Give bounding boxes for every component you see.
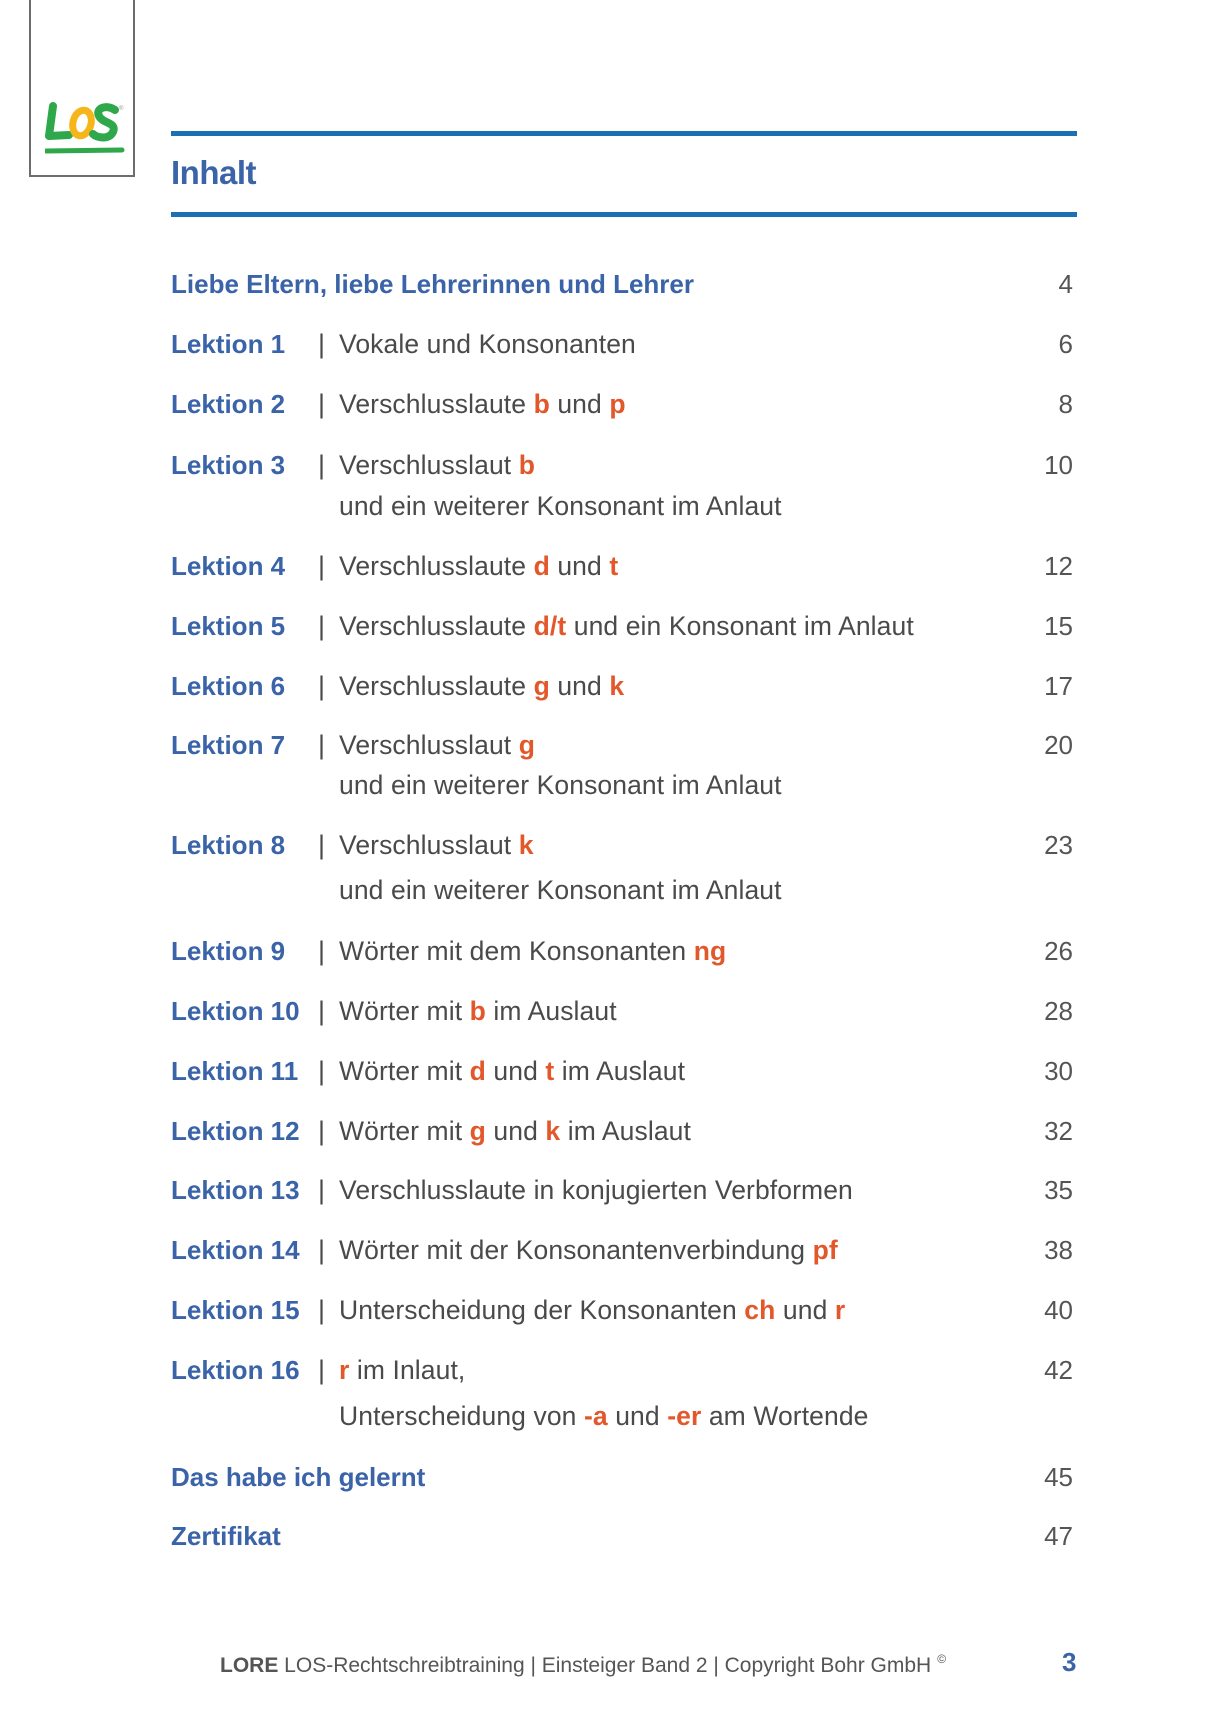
toc-entry-label[interactable]: Zertifikat (171, 1521, 281, 1551)
highlighted-letters: d (469, 1055, 486, 1086)
toc-entry-title-continued (339, 874, 782, 905)
toc-entry[interactable] (0, 610, 1207, 641)
toc-entry-label[interactable]: Lektion 8 (171, 830, 286, 860)
highlighted-letters: k (545, 1115, 561, 1146)
title-text: Vokale und Konsonanten (339, 328, 636, 359)
title-text: Wörter mit (339, 1055, 470, 1086)
toc-entry[interactable] (0, 269, 1207, 299)
copyright-symbol: © (937, 1652, 947, 1666)
title-text: Unterscheidung der Konsonanten (339, 1294, 745, 1325)
highlighted-letters: g (533, 670, 550, 701)
toc-separator: | (318, 389, 326, 419)
highlighted-letters: t (609, 550, 619, 581)
toc-entry-label[interactable]: Lektion 3 (171, 450, 286, 480)
toc-entry-label[interactable]: Lektion 15 (171, 1295, 300, 1325)
toc-entry-title (339, 449, 536, 480)
toc-separator: | (318, 1355, 326, 1385)
highlighted-letters: g (518, 729, 536, 760)
toc-entry[interactable] (0, 1174, 1207, 1205)
toc-entry-label[interactable]: Lektion 16 (171, 1355, 300, 1385)
toc-entry-title-continued (339, 1400, 869, 1431)
toc-entry[interactable] (0, 1462, 1207, 1492)
toc-separator: | (318, 1056, 326, 1086)
toc-separator: | (318, 1235, 326, 1265)
highlighted-letters: k (518, 829, 534, 860)
toc-separator: | (318, 996, 326, 1026)
toc-entry-label[interactable]: Lektion 9 (171, 936, 286, 966)
toc-entry-title (339, 829, 534, 860)
title-text: Verschlusslaut (339, 449, 519, 480)
highlighted-letters: -er (667, 1400, 702, 1431)
toc-entry-title (339, 670, 625, 701)
toc-entry-label[interactable]: Lektion 12 (171, 1116, 300, 1146)
title-text: und (775, 1294, 835, 1325)
toc-entry-title (339, 935, 727, 966)
toc-separator: | (318, 611, 326, 641)
title-text: und (485, 1115, 546, 1146)
toc-entry-title (339, 328, 636, 359)
title-text: am Wortende (701, 1400, 869, 1431)
toc-entry-title (339, 550, 619, 581)
toc-separator: | (318, 551, 326, 581)
toc-entry[interactable] (0, 1055, 1207, 1086)
title-text: und (485, 1055, 546, 1086)
title-text: Verschlusslaute (339, 550, 534, 581)
toc-entry-title (339, 1055, 686, 1086)
toc-page-number: 35 (1044, 1175, 1073, 1205)
toc-page-number: 42 (1044, 1355, 1073, 1385)
highlighted-letters: ch (744, 1294, 776, 1325)
toc-page-number: 4 (1058, 269, 1073, 299)
header-rule-top (171, 131, 1077, 136)
toc-entry-label[interactable]: Liebe Eltern, liebe Lehrerinnen und Lehrer (171, 269, 694, 299)
toc-entry-title (339, 729, 536, 760)
toc-entry[interactable] (0, 1234, 1207, 1265)
toc-entry[interactable] (0, 995, 1207, 1026)
logo-frame (29, 0, 135, 177)
title-text: und (607, 1400, 668, 1431)
toc-entry-title (339, 1234, 838, 1265)
highlighted-letters: d/t (533, 610, 567, 641)
toc-entry-title (339, 1174, 853, 1205)
title-text: und (549, 670, 610, 701)
toc-entry-label[interactable]: Lektion 10 (171, 996, 300, 1026)
title-text: im Auslaut (560, 1115, 691, 1146)
highlighted-letters: b (518, 449, 536, 480)
toc-page-number: 20 (1044, 730, 1073, 760)
toc-entry-label[interactable]: Lektion 1 (171, 329, 286, 359)
toc-page-number: 47 (1044, 1521, 1073, 1551)
toc-entry-title (339, 1294, 846, 1325)
highlighted-letters: r (834, 1294, 846, 1325)
title-text: Wörter mit dem Konsonanten (339, 935, 694, 966)
toc-entry[interactable] (0, 388, 1207, 419)
title-text: Wörter mit (339, 1115, 470, 1146)
toc-page-number: 45 (1044, 1462, 1073, 1492)
toc-separator: | (318, 450, 326, 480)
highlighted-letters: g (469, 1115, 486, 1146)
highlighted-letters: -a (583, 1400, 608, 1431)
toc-separator: | (318, 329, 326, 359)
title-text: im Inlaut, (349, 1354, 466, 1385)
toc-entry[interactable] (0, 729, 1207, 800)
title-text: Verschlusslaute (339, 670, 534, 701)
toc-page-number: 15 (1044, 611, 1073, 641)
toc-page-number: 38 (1044, 1235, 1073, 1265)
title-text: Verschlusslaute (339, 610, 534, 641)
svg-text:®: ® (119, 106, 124, 112)
toc-page-number: 26 (1044, 936, 1073, 966)
title-text: Verschlusslaute in konjugierten Verbformen (339, 1174, 853, 1205)
page-number: 3 (1062, 1647, 1077, 1677)
toc-entry-label[interactable]: Lektion 5 (171, 611, 286, 641)
toc-separator: | (318, 671, 326, 701)
title-text: Verschlusslaut (339, 729, 519, 760)
toc-entry[interactable] (0, 1521, 1207, 1551)
toc-page-number: 40 (1044, 1295, 1073, 1325)
toc-page-number: 23 (1044, 830, 1073, 860)
toc-entry[interactable] (0, 1294, 1207, 1325)
highlighted-letters: pf (812, 1234, 838, 1265)
toc-entry-title (339, 995, 617, 1026)
toc-separator: | (318, 936, 326, 966)
toc-entry[interactable] (0, 829, 1207, 905)
toc-entry-label[interactable]: Lektion 6 (171, 671, 286, 701)
title-text: und ein Konsonant im Anlaut (566, 610, 914, 641)
title-text: Wörter mit (339, 995, 470, 1026)
toc-page-number: 8 (1058, 389, 1073, 419)
title-text: Unterscheidung von (339, 1400, 584, 1431)
highlighted-letters: d (533, 550, 550, 581)
highlighted-letters: b (469, 995, 486, 1026)
toc-page-number: 30 (1044, 1056, 1073, 1086)
toc-entry-label[interactable]: Lektion 7 (171, 730, 286, 760)
title-text: im Auslaut (554, 1055, 686, 1086)
toc-entry-title (339, 1115, 691, 1146)
header-rule-bottom (171, 212, 1077, 217)
page-title: Inhalt (171, 154, 256, 191)
toc-entry[interactable] (0, 550, 1207, 581)
toc-entry-label[interactable]: Das habe ich gelernt (171, 1462, 426, 1492)
toc-separator: | (318, 1295, 326, 1325)
toc-separator: | (318, 1116, 326, 1146)
highlighted-letters: t (545, 1055, 555, 1086)
highlighted-letters: k (609, 670, 625, 701)
toc-page-number: 10 (1044, 450, 1073, 480)
toc-entry[interactable] (0, 1354, 1207, 1431)
highlighted-letters: ng (693, 935, 727, 966)
los-logo-icon (45, 102, 125, 162)
title-text: Wörter mit der Konsonantenverbindung (339, 1234, 813, 1265)
title-text: und (549, 550, 610, 581)
title-text: im Auslaut (485, 995, 617, 1026)
toc-separator: | (318, 730, 326, 760)
toc-page-number: 12 (1044, 551, 1073, 581)
toc-entry[interactable] (0, 449, 1207, 521)
title-text: Verschlusslaute (339, 388, 534, 419)
title-text: und ein weiterer Konsonant im Anlaut (339, 874, 782, 905)
toc-page-number: 17 (1044, 671, 1073, 701)
toc-page-number: 28 (1044, 996, 1073, 1026)
highlighted-letters: b (533, 388, 550, 419)
toc-entry-label[interactable]: Lektion 2 (171, 389, 286, 419)
title-text: Verschlusslaut (339, 829, 519, 860)
toc-entry[interactable] (0, 670, 1207, 701)
highlighted-letters: r (339, 1354, 350, 1385)
toc-entry-title (339, 1354, 466, 1385)
toc-entry-label[interactable]: Lektion 4 (171, 551, 286, 581)
highlighted-letters: p (609, 388, 626, 419)
toc-entry[interactable] (0, 328, 1207, 359)
footer-brand: LORE (220, 1654, 279, 1677)
toc-entry-title-continued (339, 490, 782, 521)
toc-page-number: 32 (1044, 1116, 1073, 1146)
toc-entry-title (339, 388, 626, 419)
toc-entry-title (339, 610, 914, 641)
toc-page-number: 6 (1058, 329, 1073, 359)
page-footer (220, 1652, 947, 1677)
toc-entry-label[interactable]: Lektion 11 (171, 1056, 299, 1086)
title-text: und ein weiterer Konsonant im Anlaut (339, 769, 782, 800)
toc-entry[interactable] (0, 1115, 1207, 1146)
toc-separator: | (318, 830, 326, 860)
footer-text: LOS-Rechtschreibtraining | Einsteiger Band 2 | Copyright Bohr GmbH (278, 1654, 932, 1677)
title-text: und (549, 388, 610, 419)
toc-separator: | (318, 1175, 326, 1205)
toc-entry-label[interactable]: Lektion 13 (171, 1175, 300, 1205)
title-text: und ein weiterer Konsonant im Anlaut (339, 490, 782, 521)
toc-entry-title-continued (339, 769, 782, 800)
toc-entry[interactable] (0, 935, 1207, 966)
toc-entry-label[interactable]: Lektion 14 (171, 1235, 300, 1265)
